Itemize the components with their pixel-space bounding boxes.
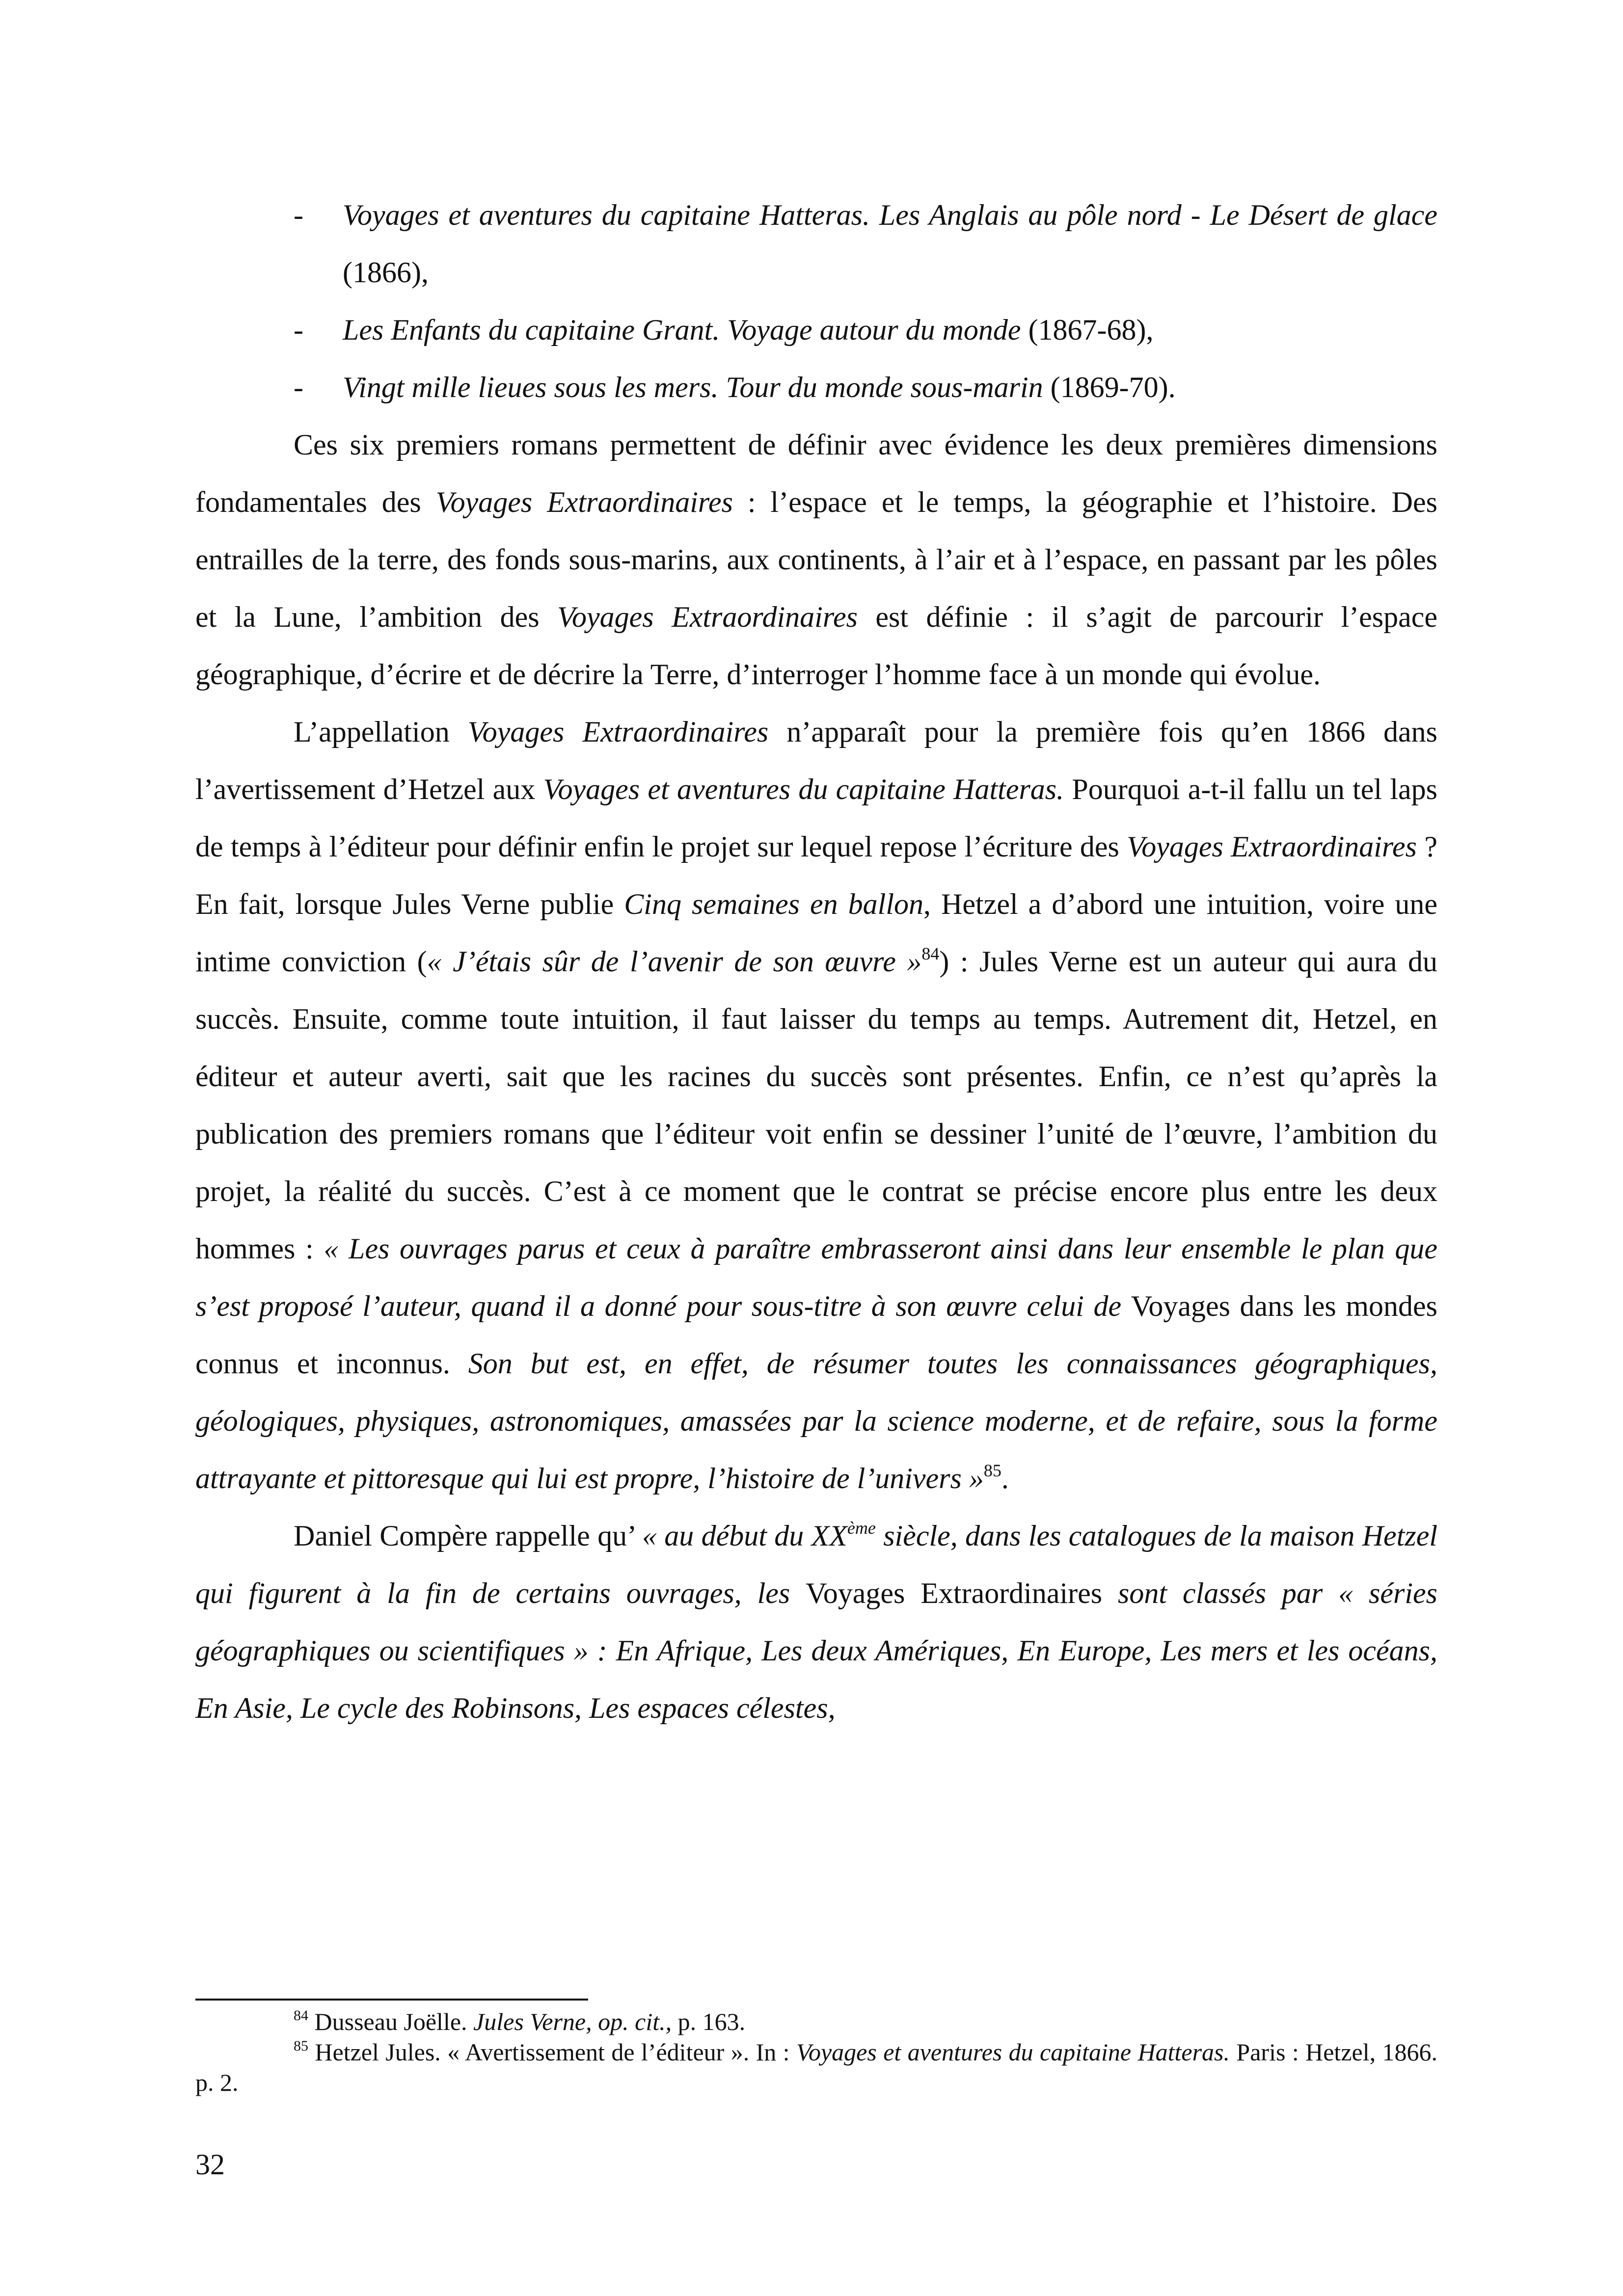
book-title: Voyages et aventures du capitaine Hatteras. Les Anglais au pôle nord - Le Désert de glace	[343, 199, 1437, 231]
book-year: (1866),	[343, 256, 429, 289]
list-dash: -	[294, 371, 303, 403]
novel-list	[195, 187, 1437, 416]
footnote: $^{85}$ Hetzel Jules. « Avertissement de l’éditeur ». In : Voyages et aventures du capitaine Hatteras. Paris : Hetzel, 1866. p. 2.	[195, 2038, 1437, 2096]
book-title: Vingt mille lieues sous les mers. Tour du monde sous-marin	[343, 371, 1043, 403]
body-paragraphs	[195, 416, 1437, 1737]
list-item	[195, 187, 1437, 301]
footnote-ref: 85	[983, 1461, 1001, 1480]
book-title: Les Enfants du capitaine Grant. Voyage autour du monde	[343, 314, 1021, 346]
list-item	[195, 359, 1437, 416]
footnote-separator	[195, 1999, 588, 2001]
footnote: $^{84}$ Dusseau Joëlle. Jules Verne, op. cit., p. 163.	[294, 2007, 746, 2035]
list-dash: -	[294, 314, 303, 346]
book-year: (1867-68),	[1021, 314, 1154, 346]
footnote-number: 85	[294, 2038, 308, 2054]
list-dash: -	[294, 199, 303, 231]
footnote-ref: 84	[921, 944, 940, 963]
paragraph: Ces six premiers romans permettent de définir avec évidence les deux premières dimensions fondamentales des Voyages Extraordinaires : l’espace et le temps, la géographie et l’histoire. Des entrailles de la terre, des fonds sous-marins, aux continents, à l’air et à l’espace, en passant par les pôles et la Lune, l’ambition des Voyages Extraordinaires est définie : il s’agit de parcourir l’espace géographique, d’écrire et de décrire la Terre, d’interroger l’homme face à un monde qui évolue.	[195, 428, 1437, 691]
list-item	[195, 301, 1437, 359]
footnotes	[195, 2006, 1437, 2098]
paragraph: Daniel Compère rappelle qu’ « au début du XXème siècle, dans les catalogues de la maison Hetzel qui figurent à la fin de certains ouvrages, les Voyages Extraordinaires sont classés par « séries géographiques ou scientifiques » : En Afrique, Les deux Amériques, En Europe, Les mers et les océans, En Asie, Le cycle des Robinsons, Les espaces célestes,	[195, 1518, 1437, 1724]
paragraph: L’appellation Voyages Extraordinaires n’apparaît pour la première fois qu’en 1866 dans l’avertissement d’Hetzel aux Voyages et aventures du capitaine Hatteras. Pourquoi a-t-il fallu un tel laps de temps à l’éditeur pour définir enfin le projet sur lequel repose l’écriture des Voyages Extraordinaires ? En fait, lorsque Jules Verne publie Cinq semaines en ballon, Hetzel a d’abord une intuition, voire une intime conviction (« J’étais sûr de l’avenir de son œuvre »$^{84}$) : Jules Verne est un auteur qui aura du succès. Ensuite, comme toute intuition, il faut laisser du temps au temps. Autrement dit, Hetzel, en éditeur et auteur averti, sait que les racines du succès sont présentes. Enfin, ce n’est qu’après la publication des premiers romans que l’éditeur voit enfin se dessiner l’unité de l’œuvre, l’ambition du projet, la réalité du succès. C’est à ce moment que le contrat se précise encore plus entre les deux hommes : « Les ouvrages parus et ceux à paraître embrasseront ainsi dans leur ensemble le plan que s’est proposé l’auteur, quand il a donné pour sous-titre à son œuvre celui de Voyages dans les mondes connus et inconnus. Son but est, en effet, de résumer toutes les connaissances géographiques, géologiques, physiques, astronomiques, amassées par la science moderne, et de refaire, sous la forme attrayante et pittoresque qui lui est propre, l’histoire de l’univers »$^{85}$.	[195, 716, 1438, 1495]
main-text	[195, 0, 1437, 1963]
book-year: (1869-70).	[1043, 371, 1176, 403]
superscript: ème	[847, 1518, 876, 1538]
page-number: 32	[195, 2148, 225, 2181]
footnote-number: 84	[294, 2007, 308, 2024]
